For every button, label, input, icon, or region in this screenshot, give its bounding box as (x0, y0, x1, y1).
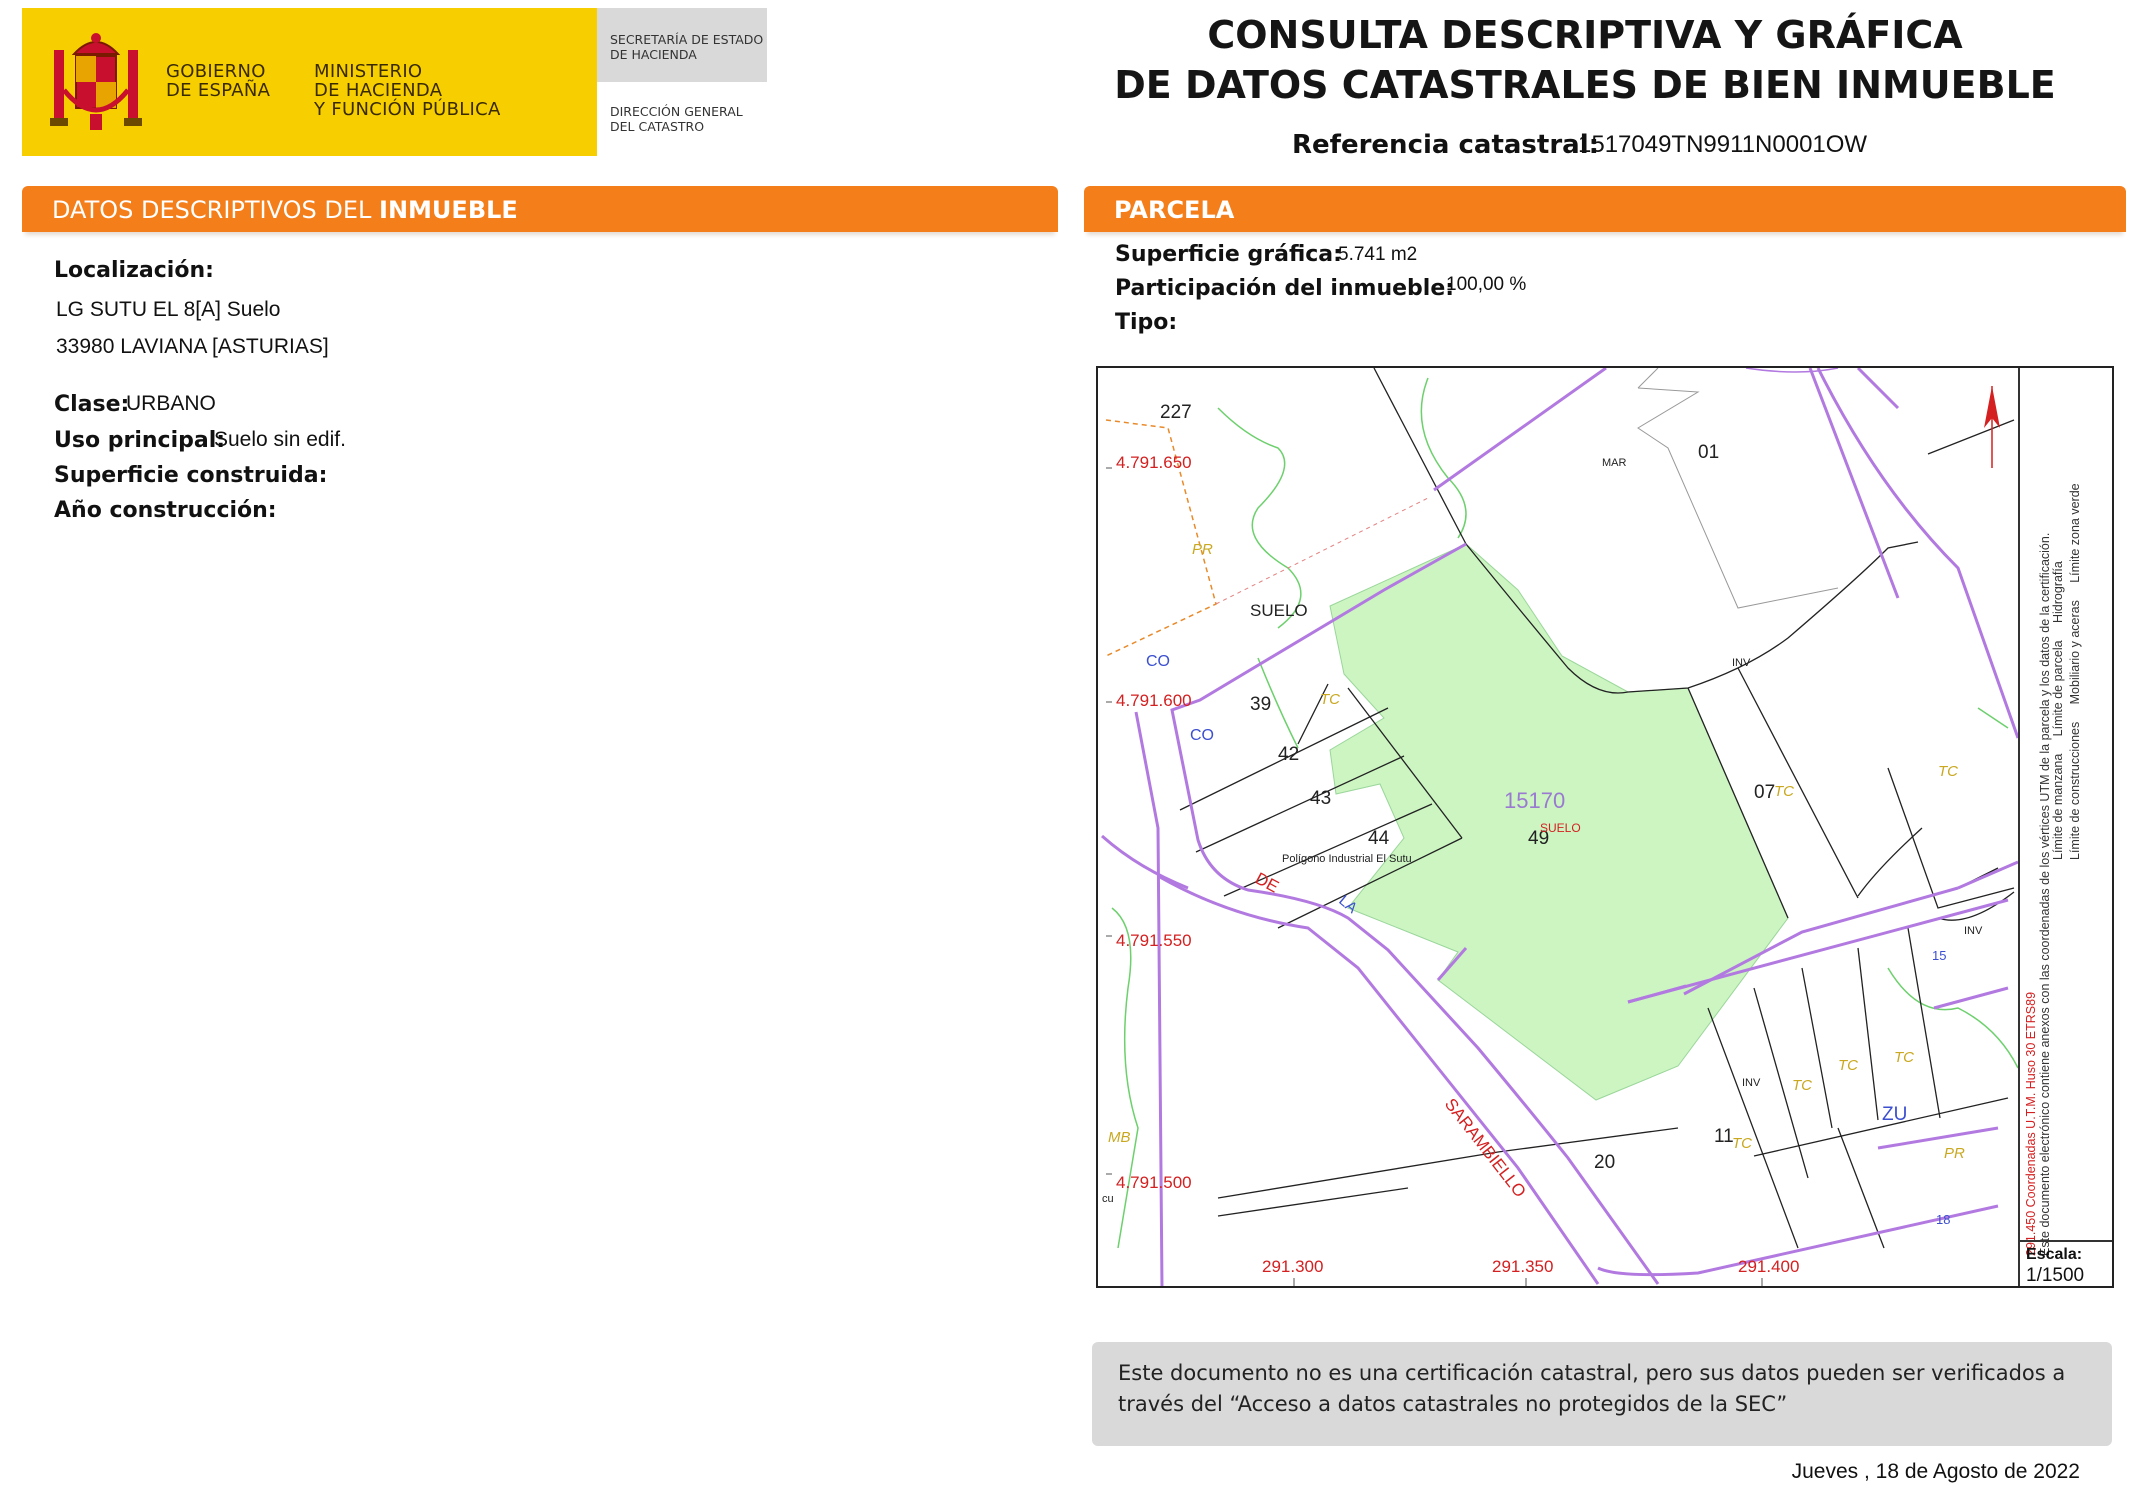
svg-text:MAR: MAR (1602, 457, 1627, 469)
parcela-header: PARCELA (1084, 186, 2126, 232)
svg-text:43: 43 (1310, 788, 1332, 809)
anio-construccion-label: Año construcción: (54, 498, 277, 523)
government-logo (22, 8, 597, 156)
svg-text:TC: TC (1938, 763, 1958, 780)
y-coord-3: 4.791.550 (1116, 931, 1192, 950)
y-coord-4: 4.791.500 (1116, 1173, 1192, 1192)
svg-text:PR: PR (1192, 541, 1213, 558)
svg-text:SUELO: SUELO (1540, 821, 1581, 835)
y-coord-2: 4.791.600 (1116, 691, 1192, 710)
localizacion-label: Localización: (54, 258, 214, 283)
poligono-label: Polígono Industrial El Sutu (1282, 853, 1412, 865)
svg-text:15: 15 (1932, 948, 1947, 963)
svg-text:20: 20 (1594, 1152, 1616, 1173)
datos-descriptivos-header: DATOS DESCRIPTIVOS DEL INMUEBLE (22, 186, 1058, 232)
uso-value: Suelo sin edif. (214, 428, 346, 451)
participacion-label: Participación del inmueble: (1115, 276, 1455, 301)
superficie-grafica-label: Superficie gráfica: (1115, 242, 1342, 267)
localizacion-line1: LG SUTU EL 8[A] Suelo (56, 298, 281, 321)
x-coord-3: 291.400 (1738, 1257, 1800, 1276)
uso-label: Uso principal: (54, 428, 226, 453)
superficie-construida-label: Superficie construida: (54, 463, 328, 488)
ministerio-text: MINISTERIO DE HACIENDA Y FUNCIÓN PÚBLICA (314, 61, 501, 120)
direccion-text: DIRECCIÓN GENERAL DEL CATASTRO (610, 104, 743, 134)
svg-text:TC: TC (1894, 1049, 1914, 1066)
svg-text:TC: TC (1792, 1077, 1812, 1094)
block-number: 15170 (1504, 788, 1566, 813)
svg-text:49: 49 (1528, 828, 1550, 849)
document-date: Jueves , 18 de Agosto de 2022 (1791, 1460, 2080, 1483)
svg-text:TC: TC (1774, 783, 1794, 800)
y-coord-1: 4.791.650 (1116, 453, 1192, 472)
svg-text:ZU: ZU (1882, 1104, 1908, 1125)
legend-items: Límite de manzana Límite de parcela Hidrografía Límite de construcciones Mobiliario y aceras Límite zona verde (2051, 483, 2082, 860)
svg-text:TC: TC (1732, 1135, 1752, 1152)
svg-text:44: 44 (1368, 828, 1390, 849)
svg-text:INV: INV (1732, 657, 1751, 669)
svg-text:TC: TC (1320, 691, 1340, 708)
svg-text:CO: CO (1190, 727, 1214, 744)
x-coord-1: 291.300 (1262, 1257, 1324, 1276)
ref-catastral-value: 1517049TN9911N0001OW (1578, 131, 1868, 158)
clase-label: Clase: (54, 392, 130, 417)
clase-value: URBANO (126, 392, 216, 415)
svg-text:227: 227 (1160, 402, 1192, 423)
svg-text:DE: DE (1252, 868, 1282, 897)
localizacion-line2: 33980 LAVIANA [ASTURIAS] (56, 335, 329, 358)
coat-of-arms-icon (46, 30, 146, 138)
svg-text:11: 11 (1714, 1126, 1734, 1147)
page-title: CONSULTA DESCRIPTIVA Y GRÁFICA DE DATOS CATASTRALES DE BIEN INMUEBLE (1114, 13, 2056, 107)
svg-text:cu: cu (1102, 1193, 1114, 1205)
legend-divider (2018, 368, 2020, 1286)
superficie-grafica-value: 5.741 m2 (1338, 244, 1418, 265)
tipo-label: Tipo: (1115, 310, 1178, 335)
scale-box: Escala: 1/1500 (2018, 1240, 2114, 1288)
svg-text:CO: CO (1146, 653, 1170, 670)
secretaria-box: SECRETARÍA DE ESTADO DE HACIENDA (597, 8, 767, 82)
svg-text:SUELO: SUELO (1250, 601, 1308, 620)
svg-text:SARAMBIELLO: SARAMBIELLO (1440, 1094, 1530, 1202)
svg-text:01: 01 (1698, 442, 1720, 463)
svg-text:39: 39 (1250, 694, 1272, 715)
svg-text:PR: PR (1944, 1145, 1965, 1162)
svg-text:INV: INV (1742, 1077, 1761, 1089)
x-coord-2: 291.350 (1492, 1257, 1554, 1276)
ref-catastral-label: Referencia catastral: (1292, 130, 1599, 160)
svg-text:07: 07 (1754, 782, 1776, 803)
building-lines (1638, 368, 1838, 608)
gobierno-text: GOBIERNO DE ESPAÑA (166, 61, 271, 101)
svg-text:INV: INV (1964, 925, 1983, 937)
map-legend: 291.450 Coordenadas U.T.M. Huso 30 ETRS89 Este documento electrónico contiene anexos con las coordenadas de los vértices UTM de la parcela y los datos de la certificación. (2024, 532, 2052, 1256)
disclaimer-box: Este documento no es una certificación catastral, pero sus datos pueden ser verificados a través del “Acceso a datos catastrales no protegidos de la SEC” (1092, 1342, 2112, 1446)
cadastral-map[interactable] (1096, 366, 2114, 1288)
svg-text:TC: TC (1838, 1057, 1858, 1074)
svg-text:42: 42 (1278, 744, 1300, 765)
svg-text:LA: LA (1335, 892, 1361, 917)
map-drawing (1098, 368, 2018, 1286)
participacion-value: 100,00 % (1446, 274, 1527, 295)
svg-text:MB: MB (1108, 1129, 1131, 1146)
svg-text:18: 18 (1936, 1212, 1951, 1227)
